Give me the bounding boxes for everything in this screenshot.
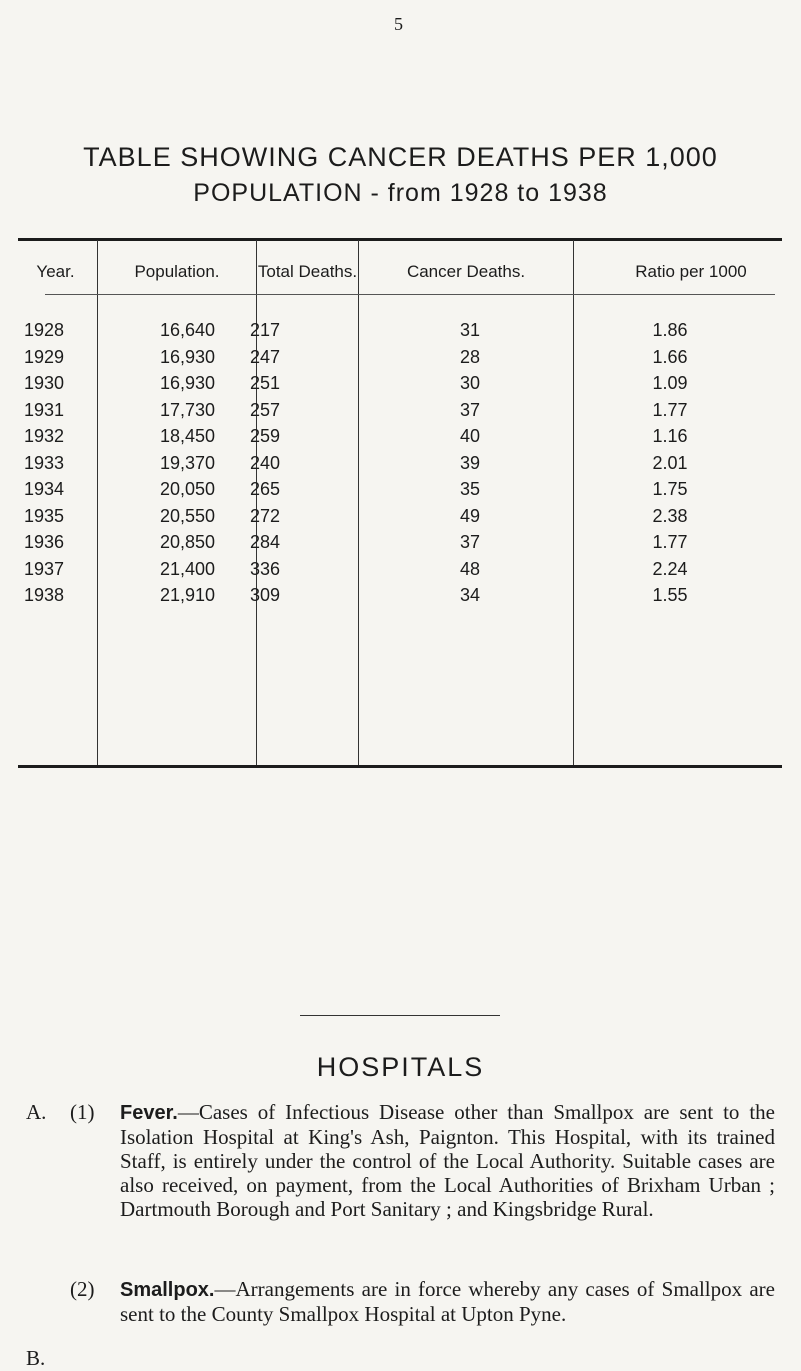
cell-year: 1931 [24,399,65,420]
item-a2-number: (2) [70,1277,95,1301]
header-year: Year. [36,262,75,281]
smallpox-paragraph [120,1277,775,1326]
fever-text: —Cases of Infectious Disease other than Smallpox are sent to the Isolation Hospital at King's Ash, Paignton. This Hospital, with its trained Staff, is entirely under the control of the Local Authority. Suitable cases are also received, on payment, from the Local Authorities of Brixham Urban ; Dartmouth Borough and Port Sanitary ; and Kingsbridge Rural. [120,1100,775,1221]
column-divider [358,240,359,765]
header-population: Population. [134,262,220,281]
cell-population: 21,910 [159,585,216,605]
column-divider [97,240,98,765]
column-divider [573,240,574,765]
cell-cancer-deaths: 30 [459,373,481,393]
cell-total-deaths: 240 [249,452,281,473]
cell-ratio: 1.77 [652,532,688,552]
cell-year: 1934 [24,479,65,499]
cell-population: 17,730 [159,399,216,420]
cell-total-deaths: 257 [249,399,281,420]
cell-year: 1930 [24,373,65,393]
table-top-rule [18,238,782,241]
cell-population: 20,550 [159,505,216,526]
cell-cancer-deaths: 49 [459,505,481,526]
cell-year: 1938 [24,585,65,605]
cell-cancer-deaths: 28 [459,346,481,367]
section-b-label: B. [26,1346,46,1370]
item-a1-number: (1) [70,1100,95,1124]
cell-cancer-deaths: 40 [459,426,481,446]
cell-cancer-deaths: 37 [459,532,481,552]
header-rule [45,294,775,295]
cell-ratio: 2.24 [652,558,688,579]
cell-population: 21,400 [159,558,216,579]
cell-ratio: 1.66 [652,346,688,367]
cell-ratio: 1.77 [652,399,688,420]
table-title: TABLE SHOWING CANCER DEATHS PER 1,000 [83,142,718,172]
cell-year: 1928 [24,320,65,340]
table-bottom-rule [18,765,782,768]
header-ratio: Ratio per 1000 [635,262,747,281]
cell-ratio: 1.75 [652,479,688,499]
cell-cancer-deaths: 31 [459,320,481,340]
cell-population: 18,450 [159,426,216,446]
fever-paragraph [120,1100,775,1221]
cell-ratio: 2.38 [652,505,688,526]
section-a-label: A. [26,1100,47,1124]
cell-year: 1935 [24,505,65,526]
cell-cancer-deaths: 35 [459,479,481,499]
cell-year: 1932 [24,426,65,446]
cell-cancer-deaths: 39 [459,452,481,473]
cell-ratio: 1.55 [652,585,688,605]
table-subtitle: POPULATION - from 1928 to 1938 [193,179,608,207]
page-number: 5 [394,14,403,34]
cell-population: 16,930 [159,346,216,367]
cell-cancer-deaths: 48 [459,558,481,579]
section-divider [300,1015,500,1016]
cell-total-deaths: 259 [249,426,281,446]
smallpox-text: —Arrangements are in force whereby any cases of Smallpox are sent to the County Smallpox Hospital at Upton Pyne. [120,1277,775,1326]
cell-ratio: 1.16 [652,426,688,446]
header-cancer-deaths: Cancer Deaths. [406,262,526,281]
fever-title: Fever. [120,1102,178,1124]
cell-ratio: 1.09 [652,373,688,393]
cell-ratio: 2.01 [652,452,688,473]
cell-population: 20,850 [159,532,216,552]
cell-year: 1929 [24,346,65,367]
cell-year: 1933 [24,452,65,473]
cell-population: 19,370 [159,452,216,473]
cell-cancer-deaths: 34 [459,585,481,605]
cell-total-deaths: 284 [249,532,281,552]
smallpox-title: Smallpox. [120,1279,215,1301]
cell-population: 16,640 [159,320,216,340]
cell-total-deaths: 272 [249,505,281,526]
cell-population: 16,930 [159,373,216,393]
cell-ratio: 1.86 [652,320,688,340]
hospitals-heading: HOSPITALS [316,1052,485,1082]
column-divider [256,240,257,765]
cell-cancer-deaths: 37 [459,399,481,420]
cell-total-deaths: 309 [249,585,281,605]
cell-total-deaths: 265 [249,479,281,499]
header-total-deaths: Total Deaths. [257,262,358,281]
cell-population: 20,050 [159,479,216,499]
cell-year: 1937 [24,558,65,579]
cell-year: 1936 [24,532,65,552]
cell-total-deaths: 336 [249,558,281,579]
cell-total-deaths: 217 [249,320,281,340]
cell-total-deaths: 251 [249,373,281,393]
cell-total-deaths: 247 [249,346,281,367]
